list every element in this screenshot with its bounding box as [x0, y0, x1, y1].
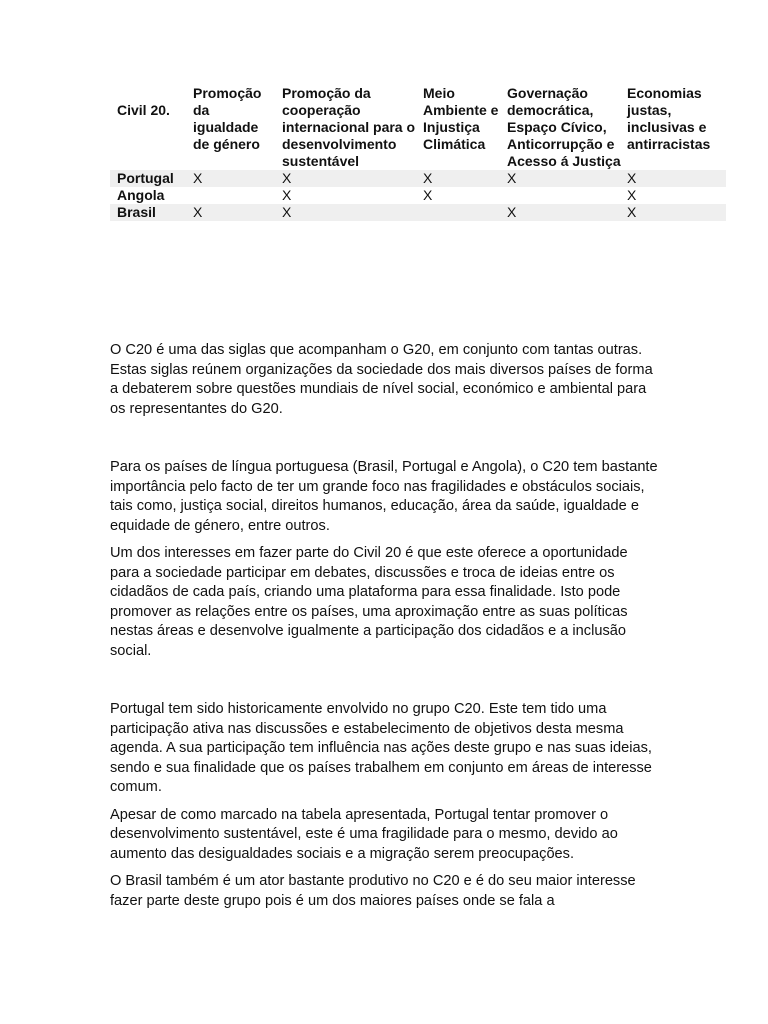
table-header-row: [110, 85, 726, 170]
paragraph: O Brasil também é um ator bastante produtivo no C20 e é do seu maior interesse fazer parte deste grupo pois é um dos maiores países onde se fala a: [110, 873, 636, 909]
table-cell: X: [276, 204, 417, 221]
table-cell: X: [423, 187, 433, 203]
table-cell: [417, 204, 501, 221]
column-header: Economias justas, inclusivas e antirracistas: [627, 85, 711, 152]
table-cell: X: [501, 170, 621, 187]
column-header: Promoção da cooperação internacional para o desenvolvimento sustentável: [282, 85, 416, 169]
table-cell: X: [187, 204, 276, 221]
column-header: Meio Ambiente e Injustiça Climática: [423, 85, 499, 152]
table-cell: X: [621, 204, 726, 221]
table-cell: [187, 187, 276, 204]
table-corner-label: Civil 20.: [117, 102, 170, 118]
table-cell: [501, 187, 621, 204]
table-row: [110, 170, 726, 187]
row-country: Angola: [117, 187, 165, 203]
paragraph: Um dos interesses em fazer parte do Civil 20 é que este oferece a oportunidade para a sociedade participar em debates, discussões e troca de ideias entre os cidadãos de cada país, criando uma plataforma para essa finalidade. Isto pode promover as relações entre os países, uma aproximação entre as suas políticas nestas áreas e desenvolve igualmente a participação dos cidadãos e a inclusão social.: [110, 545, 628, 659]
paragraph: Apesar de como marcado na tabela apresentada, Portugal tentar promover o desenvolvimento sustentável, este é uma fragilidade para o mesmo, devido ao aumento das desigualdades sociais e a migração serem preocupações.: [110, 806, 618, 862]
paragraph: O C20 é uma das siglas que acompanham o G20, em conjunto com tantas outras. Estas siglas reúnem organizações da sociedade dos mais diversos países de forma a debaterem sobre questões mundiais de nível social, económico e ambiental para os representantes do G20.: [110, 342, 653, 417]
paragraph: Para os países de língua portuguesa (Brasil, Portugal e Angola), o C20 tem bastante importância pelo facto de ter um grande foco nas fragilidades e obstáculos sociais, tais como, justiça social, direitos humanos, educação, área da saúde, igualdade e equidade de género, entre outros.: [110, 459, 658, 534]
table-row: [110, 187, 726, 204]
table-row: [110, 204, 726, 221]
row-country: Brasil: [110, 204, 187, 221]
table-cell: X: [276, 170, 417, 187]
row-country: Portugal: [110, 170, 187, 187]
table-cell: X: [501, 204, 621, 221]
column-header: Governação democrática, Espaço Cívico, Anticorrupção e Acesso á Justiça: [507, 85, 621, 169]
c20-priorities-table: [110, 85, 726, 221]
table-cell: X: [621, 170, 726, 187]
table-cell: X: [417, 170, 501, 187]
body-text: [110, 341, 660, 911]
paragraph: Portugal tem sido historicamente envolvido no grupo C20. Este tem tido uma participação ativa nas discussões e estabelecimento de objetivos desta mesma agenda. A sua participação tem influência nas ações deste grupo e nas suas ideias, sendo e sua finalidade que os países trabalhem em conjunto em áreas de interesse comum.: [110, 701, 652, 795]
table-cell: X: [187, 170, 276, 187]
column-header: Promoção da igualdade de género: [193, 85, 262, 152]
table-cell: X: [627, 187, 637, 203]
table-cell: X: [282, 187, 292, 203]
